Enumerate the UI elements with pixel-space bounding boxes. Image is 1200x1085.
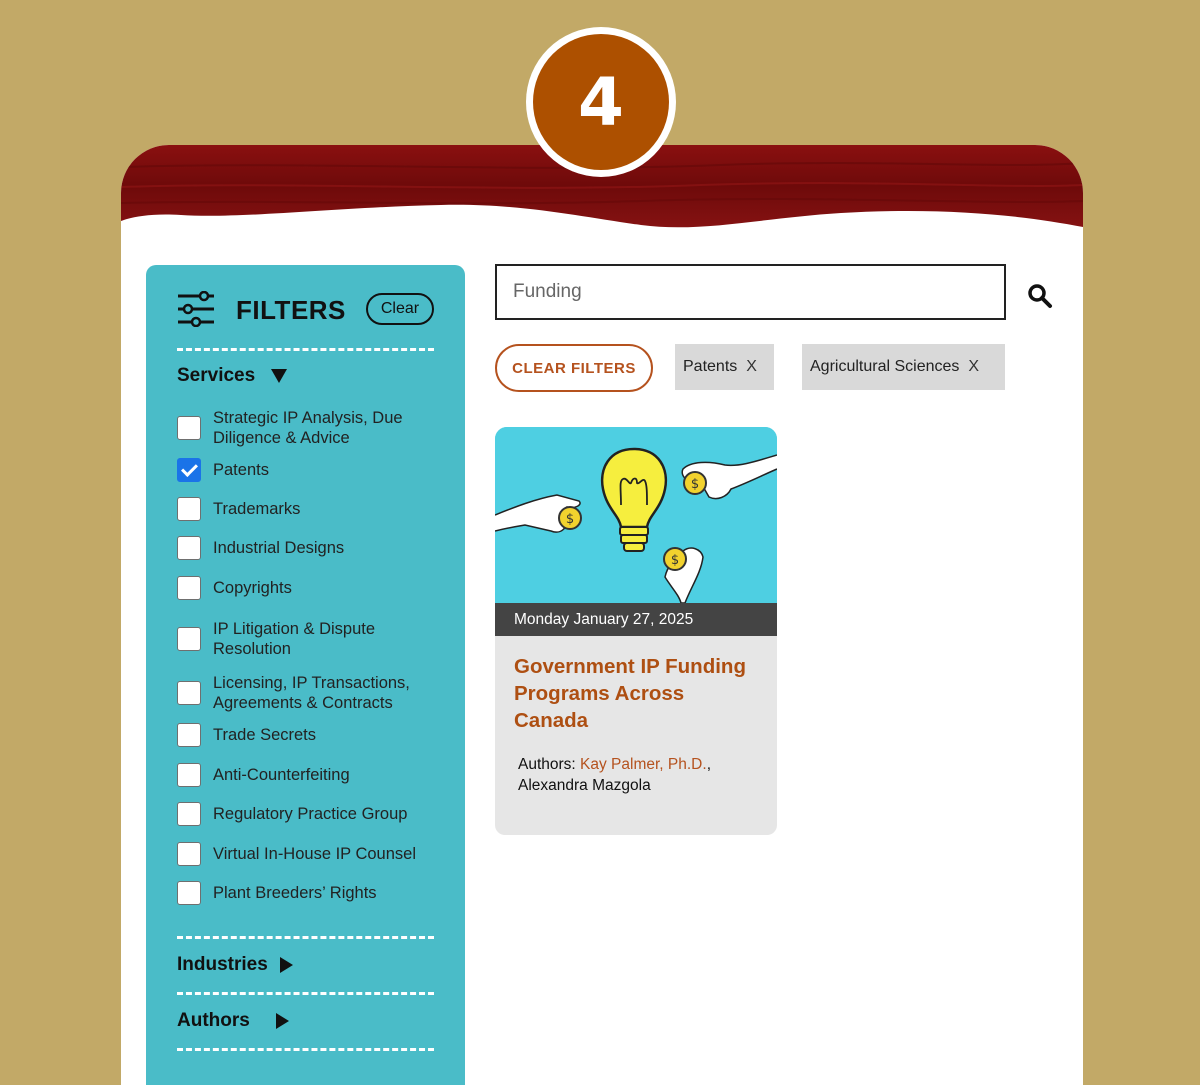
authors-prefix: Authors: — [518, 756, 576, 773]
author-name[interactable]: Alexandra Mazgola — [518, 777, 651, 794]
svg-text:$: $ — [670, 553, 680, 568]
service-option-label: Trade Secrets — [213, 726, 317, 744]
result-title-link[interactable]: Government IP Funding Programs Across Canada — [514, 655, 746, 732]
service-option-label: Virtual In-House IP Counsel — [213, 845, 417, 863]
service-option-label: Copyrights — [213, 579, 292, 597]
filter-chip-patents[interactable] — [675, 344, 774, 390]
filters-title: FILTERS — [236, 295, 346, 325]
service-checkbox[interactable] — [177, 497, 201, 521]
service-option-label: Patents — [213, 461, 269, 479]
service-option[interactable] — [177, 881, 437, 905]
services-label: Services — [177, 365, 256, 386]
service-option[interactable] — [177, 723, 437, 747]
result-card[interactable] — [495, 427, 777, 835]
service-option[interactable] — [177, 842, 437, 866]
step-number: 4 — [533, 34, 669, 170]
remove-chip-button[interactable]: X — [968, 358, 980, 375]
service-checkbox[interactable] — [177, 681, 201, 705]
remove-chip-button[interactable]: X — [746, 358, 757, 375]
service-checkbox[interactable] — [177, 458, 201, 482]
service-option-label: Trademarks — [213, 500, 301, 518]
service-checkbox[interactable] — [177, 536, 201, 560]
service-option[interactable] — [177, 536, 437, 560]
service-checkbox[interactable] — [177, 763, 201, 787]
step-number-badge — [526, 27, 676, 177]
service-checkbox[interactable] — [177, 627, 201, 651]
service-option[interactable] — [177, 673, 437, 713]
service-option[interactable] — [177, 458, 437, 482]
industries-label: Industries — [177, 954, 268, 975]
services-toggle[interactable] — [177, 365, 287, 387]
service-option[interactable] — [177, 619, 437, 659]
author-link[interactable]: Kay Palmer, Ph.D. — [580, 756, 707, 773]
divider — [177, 1048, 434, 1051]
caret-right-icon — [276, 1013, 289, 1029]
svg-text:$: $ — [565, 512, 575, 527]
service-option[interactable] — [177, 576, 437, 600]
divider — [177, 348, 434, 351]
service-option[interactable] — [177, 497, 437, 521]
service-option-label: Anti-Counterfeiting — [213, 766, 350, 784]
filter-chip-agricultural-sciences[interactable] — [802, 344, 1005, 390]
divider — [177, 936, 434, 939]
author-separator: , — [706, 756, 711, 773]
svg-text:$: $ — [690, 477, 700, 492]
authors-toggle[interactable] — [177, 1010, 289, 1032]
search-field[interactable] — [495, 264, 1006, 320]
sliders-icon — [176, 291, 216, 327]
caret-right-icon — [280, 957, 293, 973]
industries-toggle[interactable] — [177, 954, 293, 976]
service-option-label: Plant Breeders’ Rights — [213, 884, 377, 902]
service-option-label: Regulatory Practice Group — [213, 805, 408, 823]
service-option[interactable] — [177, 763, 437, 787]
service-checkbox[interactable] — [177, 802, 201, 826]
clear-filters-button[interactable]: Clear — [366, 293, 434, 325]
service-checkbox[interactable] — [177, 723, 201, 747]
filters-header — [176, 291, 436, 331]
search-input[interactable] — [497, 266, 1004, 318]
authors-label: Authors — [177, 1010, 250, 1031]
service-option-label: Industrial Designs — [213, 539, 345, 557]
service-option[interactable] — [177, 408, 437, 448]
caret-down-icon — [271, 369, 287, 383]
filters-sidebar — [146, 265, 465, 1085]
chip-label: Agricultural Sciences — [810, 358, 960, 375]
service-option-label: IP Litigation & Dispute Resolution — [213, 620, 376, 658]
chip-label: Patents — [683, 358, 738, 375]
divider — [177, 992, 434, 995]
service-option[interactable] — [177, 802, 437, 826]
lightbulb-coins-image — [495, 427, 777, 603]
service-checkbox[interactable] — [177, 842, 201, 866]
search-icon[interactable] — [1027, 283, 1053, 309]
result-authors — [518, 754, 758, 796]
result-date: Monday January 27, 2025 — [495, 603, 777, 636]
service-checkbox[interactable] — [177, 881, 201, 905]
service-option-label: Licensing, IP Transactions, Agreements & Contracts — [213, 674, 410, 712]
service-option-label: Strategic IP Analysis, Due Diligence & Advice — [213, 409, 403, 447]
clear-all-filters-button[interactable]: CLEAR FILTERS — [495, 344, 653, 392]
service-checkbox[interactable] — [177, 576, 201, 600]
service-checkbox[interactable] — [177, 416, 201, 440]
